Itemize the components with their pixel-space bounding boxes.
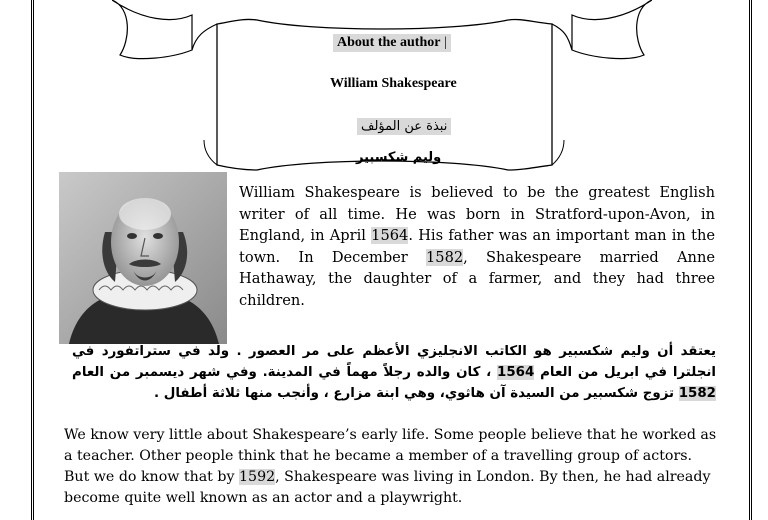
- about-author-heading: About the author |: [333, 34, 451, 52]
- highlight-year: 1582: [426, 248, 464, 266]
- highlight-year: 1592: [239, 469, 276, 485]
- about-author-heading-ar: نبذة عن المؤلف: [357, 118, 451, 135]
- highlight-year: 1564: [497, 365, 535, 380]
- author-name-ar: وليم شكسبير: [356, 150, 442, 165]
- shakespeare-portrait: [59, 172, 227, 344]
- highlight-year: 1582: [678, 386, 716, 401]
- highlight-year: 1564: [371, 227, 409, 244]
- paragraph-english-2: We know very little about Shakespeare’s early life. Some people believe that he worked as a teacher. Other people think that he became a member of a travelling group of actors. But we do know that by 1592, Shakespeare was living in London. By then, he had already become quite well known as an actor and a playwright.: [64, 427, 717, 506]
- author-name-en: William Shakespeare: [330, 76, 457, 91]
- paragraph-english-1: William Shakespeare is believed to be the greatest English writer of all time. He was born in Stratford-upon-Avon, in England, in April 1564. His father was an important man in the town. In December 1582, Shakespeare married Anne Hathaway, the daughter of a farmer, and they had three children.: [239, 184, 715, 309]
- paragraph-arabic: يعتقد أن وليم شكسبير هو الكاتب الانجليزي الأعظم على مر العصور . ولد في ستراتفورد في انجلترا في ابريل من العام 1564 ، كان والده رجلاً مهماً في المدينة. وفي شهر ديسمبر من العام 1582 تزوج شكسبير من السيدة آن هاثوي، وهي ابنة مزارع ، وأنجب منها ثلاثة أطفال .: [72, 344, 716, 401]
